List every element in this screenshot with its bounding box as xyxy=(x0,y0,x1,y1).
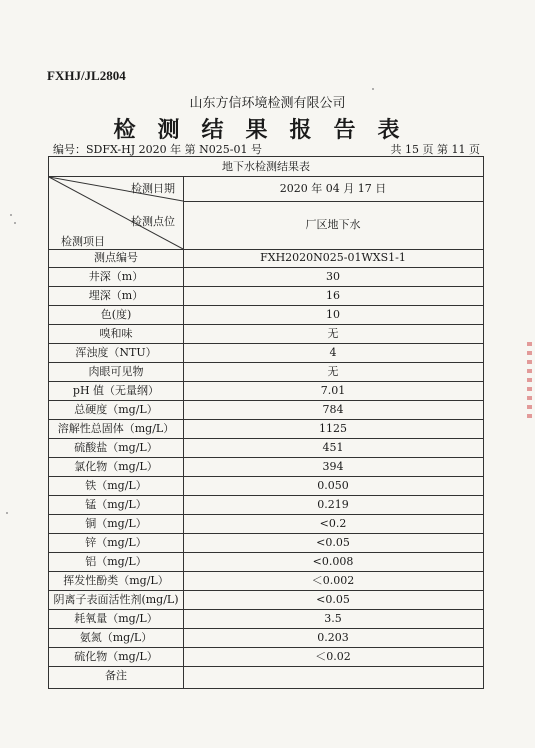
item-value: 4 xyxy=(329,346,337,359)
table-row xyxy=(49,629,483,648)
item-label: 井深（m） xyxy=(88,270,144,283)
item-value: 30 xyxy=(326,270,340,283)
item-value: ＜0.002 xyxy=(311,574,355,587)
item-label: 铁（mg/L） xyxy=(85,479,147,492)
form-code: FXHJ/JL2804 xyxy=(47,68,126,83)
table-row xyxy=(49,268,483,287)
item-label: 总硬度（mg/L） xyxy=(74,403,158,416)
table-row xyxy=(49,648,483,667)
item-value: FXH2020N025-01WXS1-1 xyxy=(260,251,406,264)
table-row xyxy=(49,363,483,382)
table-row xyxy=(49,306,483,325)
item-label: 挥发性酚类（mg/L） xyxy=(63,574,169,587)
table-row xyxy=(49,249,483,268)
item-label: 测点编号 xyxy=(94,251,138,264)
company-name: 山东方信环境检测有限公司 xyxy=(189,96,346,111)
item-label: 硫酸盐（mg/L） xyxy=(74,441,158,454)
item-value: 3.5 xyxy=(324,612,342,625)
results-table xyxy=(48,156,484,689)
table-row xyxy=(49,591,483,610)
table-caption: 地下水检测结果表 xyxy=(49,157,483,177)
table-row xyxy=(49,287,483,306)
item-label: 氯化物（mg/L） xyxy=(74,460,158,473)
scan-speck xyxy=(14,222,16,224)
table-row xyxy=(49,344,483,363)
scan-speck xyxy=(372,88,374,90)
seal-edge-mark xyxy=(527,342,532,418)
item-label: 浑浊度（NTU） xyxy=(75,346,157,359)
item-value: 0.219 xyxy=(317,498,349,511)
report-title: 检测结果报告表 xyxy=(113,117,422,143)
item-value: 784 xyxy=(322,403,344,416)
item-label: 色(度) xyxy=(100,308,132,321)
table-row xyxy=(49,325,483,344)
item-label: 嗅和味 xyxy=(99,327,133,340)
scan-speck xyxy=(10,214,12,216)
item-value: ＜0.02 xyxy=(315,650,351,663)
item-value: 0.203 xyxy=(317,631,349,644)
header-point-label: 检测点位 xyxy=(131,215,175,228)
item-label: 铜（mg/L） xyxy=(85,517,147,530)
item-label: pH 值（无量纲） xyxy=(72,384,160,397)
table-row xyxy=(49,515,483,534)
item-label: 阴离子表面活性剂(mg/L) xyxy=(53,593,179,606)
item-value: <0.008 xyxy=(312,555,354,568)
detection-date: 2020 年 04 月 17 日 xyxy=(279,182,387,195)
item-value: 451 xyxy=(322,441,344,454)
report-number: 编号：SDFX-HJ 2020 年 第 N025-01 号 xyxy=(53,143,262,156)
detection-point: 厂区地下水 xyxy=(305,218,361,231)
item-label: 硫化物（mg/L） xyxy=(74,650,158,663)
table-row xyxy=(49,572,483,591)
table-row xyxy=(49,667,483,686)
scan-speck xyxy=(6,512,8,514)
table-row xyxy=(49,401,483,420)
item-value: <0.05 xyxy=(316,536,350,549)
header-item-label: 检测项目 xyxy=(61,235,105,248)
item-label: 氨氮（mg/L） xyxy=(79,631,153,644)
table-row xyxy=(49,534,483,553)
table-body xyxy=(49,249,483,686)
item-label: 备注 xyxy=(105,669,127,682)
table-row xyxy=(49,477,483,496)
item-value: 16 xyxy=(326,289,340,302)
item-label: 溶解性总固体（mg/L） xyxy=(57,422,175,435)
item-value: 394 xyxy=(322,460,344,473)
item-value: <0.05 xyxy=(316,593,350,606)
table-row xyxy=(49,610,483,629)
item-label: 锰（mg/L） xyxy=(85,498,147,511)
item-value: 无 xyxy=(327,327,339,340)
table-row xyxy=(49,496,483,515)
table-row xyxy=(49,553,483,572)
item-value: <0.2 xyxy=(319,517,347,530)
table-row xyxy=(49,439,483,458)
item-label: 耗氧量（mg/L） xyxy=(74,612,158,625)
item-value: 0.050 xyxy=(317,479,349,492)
item-value: 1125 xyxy=(319,422,347,435)
table-row xyxy=(49,458,483,477)
table-row xyxy=(49,420,483,439)
item-value: 10 xyxy=(326,308,340,321)
table-row xyxy=(49,382,483,401)
header-date-label: 检测日期 xyxy=(131,182,175,195)
item-value: 无 xyxy=(327,365,339,378)
item-label: 铝（mg/L） xyxy=(85,555,147,568)
item-label: 埋深（m） xyxy=(88,289,144,302)
item-label: 肉眼可见物 xyxy=(88,365,144,378)
item-value: 7.01 xyxy=(320,384,346,397)
page-count: 共 15 页 第 11 页 xyxy=(390,143,480,156)
item-label: 锌（mg/L） xyxy=(85,536,147,549)
